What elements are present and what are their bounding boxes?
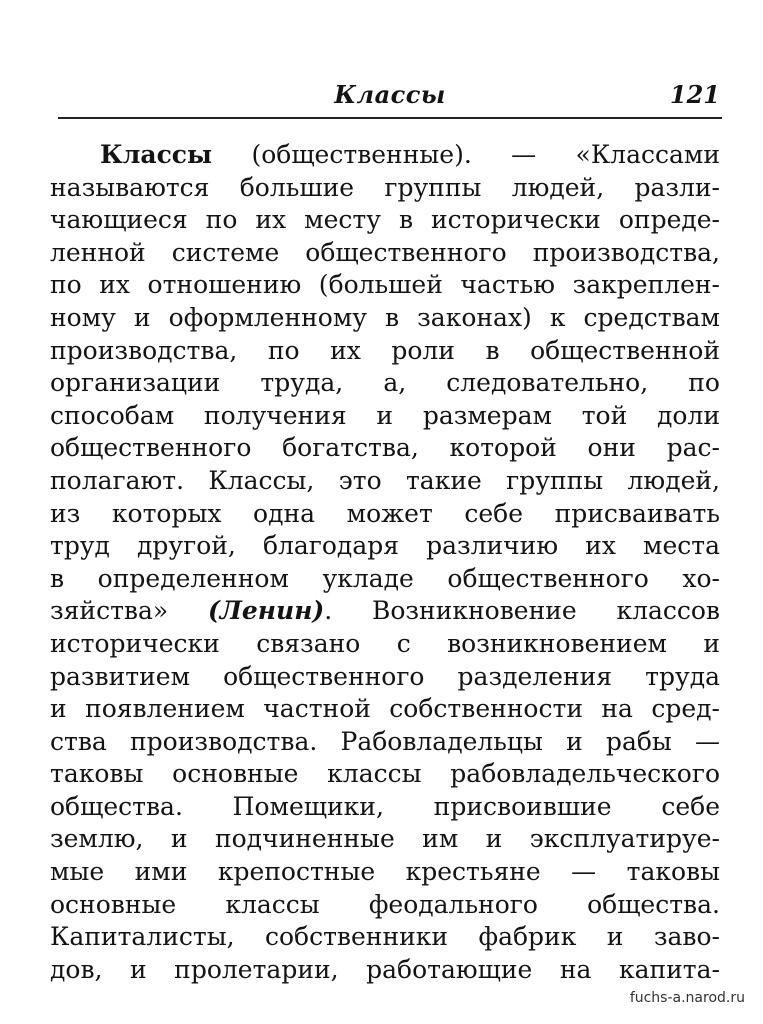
text-line-content: зяйства» — [50, 596, 208, 626]
text-line: мые ими крепостные крестьяне — таковы — [50, 857, 720, 887]
text-line: общественного богатства, которой они рас- — [50, 433, 720, 463]
text-line: ному и оформленному в законах) к средствам — [50, 302, 720, 332]
running-title: Классы — [334, 80, 446, 109]
text-line: способам получения и размерам той доли — [50, 400, 720, 430]
text-line: из которых одна может себе присваивать — [50, 498, 720, 528]
text-line-content: . Возникновение классов — [324, 596, 720, 626]
text-line: ленной системе общественного производства, — [50, 237, 720, 267]
entry-term: Классы — [100, 140, 213, 169]
text-line: исторически связано с возникновением и — [50, 628, 720, 658]
text-line: производства, по их роли в общественной — [50, 335, 720, 365]
text-line: и появлением частной собственности на сред- — [50, 694, 720, 724]
page-number: 121 — [669, 80, 720, 109]
text-line: чающиеся по их месту в исторически опреде- — [50, 205, 720, 235]
text-line: землю, и подчиненные им и эксплуатируе- — [50, 824, 720, 854]
text-line: в определенном укладе общественного хо- — [50, 563, 720, 593]
text-line: труд другой, благодаря различию их места — [50, 531, 720, 561]
text-line: называются большие группы людей, разли- — [50, 172, 720, 202]
text-line: полагают. Классы, это такие группы людей, — [50, 465, 720, 495]
text-line: Капиталисты, собственники фабрик и заво- — [50, 922, 720, 952]
text-line: развитием общественного разделения труда — [50, 661, 720, 691]
site-watermark: fuchs-a.narod.ru — [629, 990, 745, 1006]
text-line — [50, 139, 720, 172]
header-rule — [58, 117, 722, 119]
text-line — [50, 595, 720, 628]
text-line: ства производства. Рабовладельцы и рабы — — [50, 726, 720, 756]
text-line: общества. Помещики, присвоившие себе — [50, 791, 720, 821]
text-line: по их отношению (большей частью закреплен- — [50, 270, 720, 300]
text-line: таковы основные классы рабовладельческого — [50, 759, 720, 789]
article-body — [50, 139, 720, 986]
page-header — [60, 78, 720, 114]
author-citation: (Ленин) — [207, 596, 325, 626]
text-line-content: (общественные). — «Классами — [212, 140, 720, 169]
text-line: организации труда, а, следовательно, по — [50, 368, 720, 398]
text-line: дов, и пролетарии, работающие на капита- — [50, 954, 720, 984]
text-line: основные классы феодального общества. — [50, 889, 720, 919]
